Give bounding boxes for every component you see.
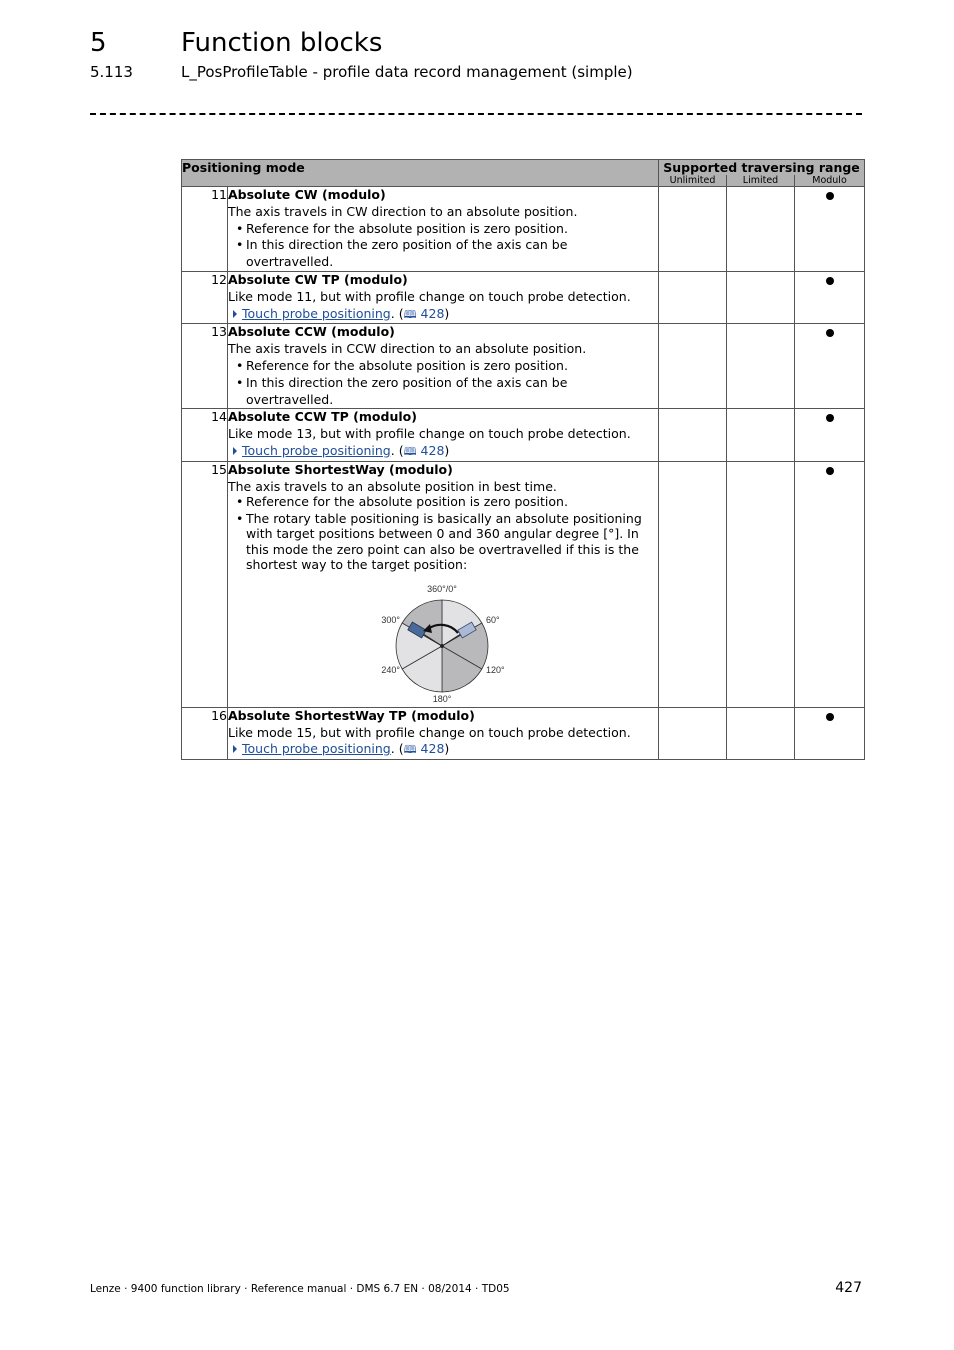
table-row	[182, 271, 865, 323]
supported-dot-icon	[826, 414, 834, 422]
page-ref-link[interactable]	[404, 306, 445, 321]
mode-number: 13	[182, 324, 228, 409]
mode-description	[228, 461, 659, 707]
mode-description	[228, 187, 659, 272]
cell-unlimited	[659, 187, 727, 272]
mode-text: Like mode 15, but with profile change on touch probe detection.	[228, 724, 631, 740]
cell-unlimited	[659, 707, 727, 759]
mode-text: The axis travels in CCW direction to an absolute position.	[228, 341, 587, 357]
page-number: 427	[835, 1280, 862, 1296]
supported-dot-icon	[826, 277, 834, 285]
link-line: Touch probe positioning. (🕮 428)	[228, 443, 658, 461]
touch-probe-link[interactable]: Touch probe positioning	[242, 305, 391, 321]
mode-text: Like mode 13, but with profile change on touch probe detection.	[228, 426, 631, 442]
mode-text: The axis travels in CW direction to an absolute position.	[228, 203, 578, 219]
header-limited: Limited	[727, 175, 795, 187]
footer-text: Lenze · 9400 function library · Reference manual · DMS 6.7 EN · 08/2014 · TD05	[90, 1283, 510, 1295]
bullet-item: • Reference for the absolute position is zero position.	[228, 494, 658, 511]
label-300: 300°	[381, 614, 400, 625]
mode-text: Like mode 11, but with profile change on touch probe detection.	[228, 288, 631, 304]
mode-number: 15	[182, 461, 228, 707]
touch-probe-link[interactable]: Touch probe positioning	[242, 442, 391, 458]
mode-title: Absolute CW TP (modulo)	[228, 271, 408, 287]
link-arrow-icon	[233, 310, 237, 318]
bullet-item: • In this direction the zero position of the axis can be overtravelled.	[228, 375, 658, 409]
link-arrow-icon	[233, 447, 237, 455]
page-ref-number: 428	[420, 305, 445, 321]
header-unlimited: Unlimited	[659, 175, 727, 187]
bullet-item: • The rotary table positioning is basically an absolute positioning with target positions between 0 and 360 angular degree [°]. In this mode the zero point can also be overtravelled if this is the shortest way to the target position:	[228, 511, 658, 573]
cell-unlimited	[659, 324, 727, 409]
cell-modulo	[795, 187, 865, 272]
header-supported-range: Supported traversing range	[659, 160, 865, 176]
center-point	[440, 644, 444, 648]
cell-limited	[727, 324, 795, 409]
supported-dot-icon	[826, 467, 834, 475]
link-line: Touch probe positioning. (🕮 428)	[228, 306, 658, 324]
cell-limited	[727, 187, 795, 272]
cell-modulo	[795, 409, 865, 461]
mode-number: 11	[182, 187, 228, 272]
page-ref-link[interactable]	[404, 443, 445, 458]
cell-unlimited	[659, 271, 727, 323]
book-icon: 🕮	[403, 444, 417, 458]
table-row	[182, 707, 865, 759]
mode-number: 12	[182, 271, 228, 323]
mode-bullets	[228, 221, 658, 271]
table-row	[182, 187, 865, 272]
book-icon: 🕮	[403, 743, 417, 757]
link-line: Touch probe positioning. (🕮 428)	[228, 741, 658, 759]
book-icon: 🕮	[403, 307, 417, 321]
mode-number: 16	[182, 707, 228, 759]
mode-description	[228, 409, 659, 461]
section-title: L_PosProfileTable - profile data record management (simple)	[181, 63, 633, 81]
chapter-title: Function blocks	[181, 28, 383, 58]
table-row	[182, 324, 865, 409]
supported-dot-icon	[826, 192, 834, 200]
cell-limited	[727, 461, 795, 707]
mode-text: The axis travels to an absolute position in best time.	[228, 478, 557, 494]
mode-bullets	[228, 494, 658, 573]
mode-description	[228, 324, 659, 409]
cell-modulo	[795, 707, 865, 759]
cell-modulo	[795, 271, 865, 323]
touch-probe-link[interactable]: Touch probe positioning	[242, 741, 391, 757]
chapter-number: 5	[90, 28, 107, 58]
label-60: 60°	[486, 614, 500, 625]
rotary-table-diagram	[372, 581, 512, 707]
supported-dot-icon	[826, 713, 834, 721]
bullet-item: • In this direction the zero position of the axis can be overtravelled.	[228, 237, 658, 271]
mode-title: Absolute CW (modulo)	[228, 187, 386, 202]
mode-bullets	[228, 358, 658, 408]
mode-title: Absolute ShortestWay (modulo)	[228, 461, 453, 477]
cell-limited	[727, 409, 795, 461]
page-ref-number: 428	[420, 741, 445, 757]
positioning-mode-table	[181, 159, 865, 760]
mode-title: Absolute CCW TP (modulo)	[228, 409, 417, 425]
mode-title: Absolute ShortestWay TP (modulo)	[228, 707, 475, 723]
cell-modulo	[795, 461, 865, 707]
cell-modulo	[795, 324, 865, 409]
table-row	[182, 461, 865, 707]
label-240: 240°	[381, 664, 400, 675]
mode-description	[228, 271, 659, 323]
cell-unlimited	[659, 461, 727, 707]
section-number: 5.113	[90, 63, 133, 81]
supported-dot-icon	[826, 329, 834, 337]
cell-limited	[727, 707, 795, 759]
mode-title: Absolute CCW (modulo)	[228, 324, 395, 340]
page-ref-link[interactable]	[404, 741, 445, 756]
bullet-item: • Reference for the absolute position is zero position.	[228, 221, 658, 238]
header-divider	[90, 113, 862, 115]
label-120: 120°	[486, 664, 505, 675]
header-positioning-mode: Positioning mode	[182, 160, 659, 187]
page-ref-number: 428	[420, 442, 445, 458]
cell-unlimited	[659, 409, 727, 461]
bullet-item: • Reference for the absolute position is zero position.	[228, 358, 658, 375]
header-modulo: Modulo	[795, 175, 865, 187]
cell-limited	[727, 271, 795, 323]
table-row	[182, 409, 865, 461]
mode-description	[228, 707, 659, 759]
link-arrow-icon	[233, 745, 237, 753]
label-180: 180°	[432, 693, 452, 704]
mode-number: 14	[182, 409, 228, 461]
label-360: 360°/0°	[427, 583, 457, 594]
